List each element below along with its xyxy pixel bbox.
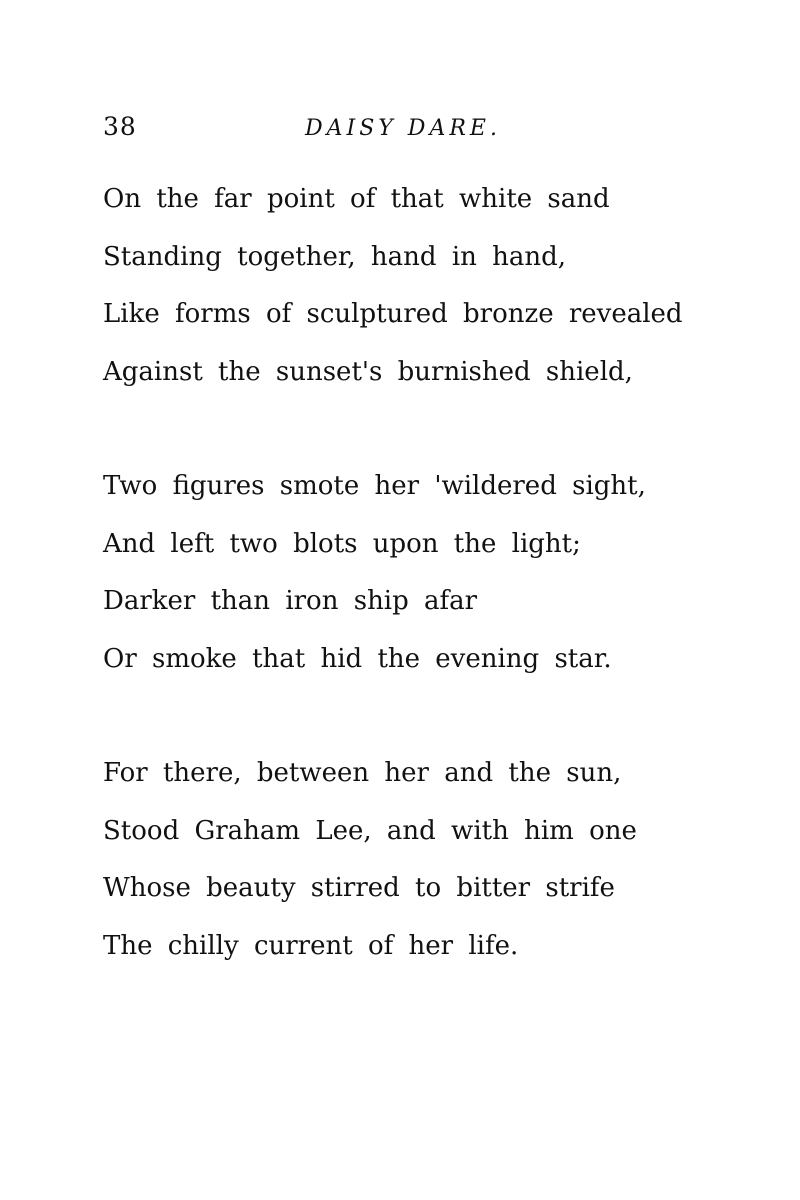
running-title: DAISY DARE. (305, 116, 501, 141)
poem (103, 178, 743, 1039)
poem-line: Darker than iron ship afar (103, 586, 478, 616)
poem-line: Stood Graham Lee, and with him one (103, 815, 637, 846)
stanza-3 (103, 752, 743, 982)
poem-line: Standing together, hand in hand, (103, 241, 567, 272)
poem-line: The chilly current of her life. (103, 930, 519, 961)
stanza-2 (103, 465, 743, 695)
poem-line: For there, between her and the sun, (103, 758, 622, 788)
poem-line: Two figures smote her 'wildered sight, (103, 471, 646, 501)
poem-line: Against the sunset's burnished shield, (103, 356, 633, 387)
poem-line: Whose beauty stirred to bitter strife (103, 873, 615, 903)
poem-line: Or smoke that hid the evening star. (103, 643, 612, 674)
stanza-1 (103, 178, 743, 408)
page-number: 38 (103, 112, 137, 141)
poem-line: On the far point of that white sand (103, 184, 610, 214)
poem-line: And left two blots upon the light; (103, 528, 581, 559)
poem-line: Like forms of sculptured bronze revealed (103, 299, 683, 329)
